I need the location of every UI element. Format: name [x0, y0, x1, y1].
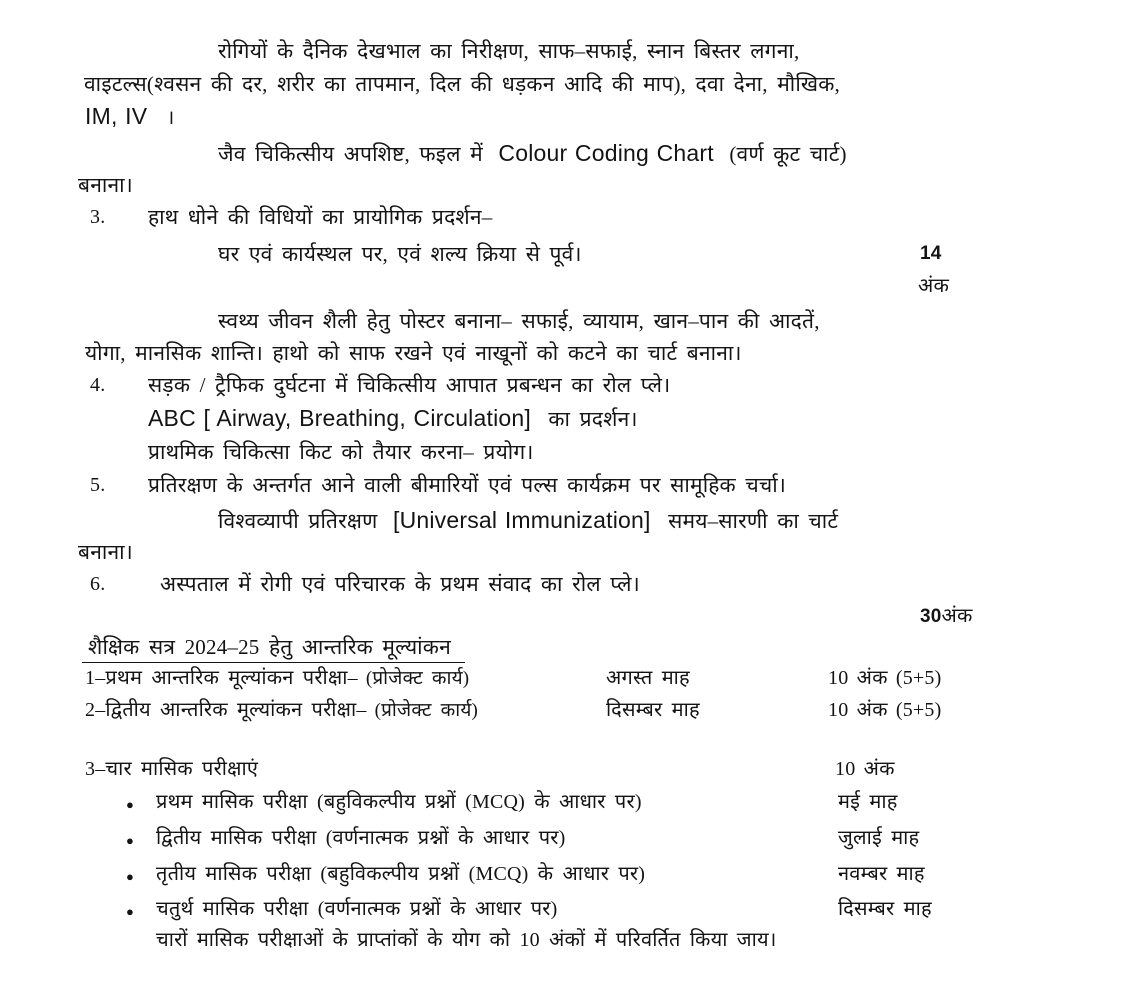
total-marks-unit: अंक — [941, 605, 973, 627]
monthly-exam-1-text: प्रथम मासिक परीक्षा (बहुविकल्पीय प्रश्नों (MCQ) के आधार पर) — [156, 791, 642, 813]
danda-mark: । — [166, 107, 175, 129]
item4-kit-line: प्राथमिक चिकित्सा किट को तैयार करना– प्रयोग। — [148, 440, 534, 464]
internal-row-1-marks: 10 अंक (5+5) — [828, 667, 942, 689]
biowaste-latin: Colour Coding Chart — [498, 140, 714, 166]
biowaste-post: (वर्ण कूट चार्ट) — [729, 142, 847, 166]
internal-row-1-month: अगस्त माह — [606, 667, 690, 689]
bullet-icon: ● — [126, 869, 134, 884]
item3-marks-unit: अंक — [918, 275, 950, 297]
abc-latin: ABC [ Airway, Breathing, Circulation] — [148, 405, 531, 431]
item5-subline — [218, 506, 838, 535]
para-care-line3 — [85, 102, 175, 131]
internal-row-2-marks: 10 अंक (5+5) — [828, 699, 942, 721]
monthly-exam-2-text: द्वितीय मासिक परीक्षा (वर्णनात्मक प्रश्नों के आधार पर) — [156, 827, 566, 849]
item3-text: हाथ धोने की विधियों का प्रायोगिक प्रदर्शन– — [148, 205, 493, 229]
monthly-exam-4-text: चतुर्थ मासिक परीक्षा (वर्णनात्मक प्रश्नों के आधार पर) — [156, 898, 558, 920]
total-marks-value: 30 — [920, 606, 942, 627]
row1-sub-text: (प्रोजेक्ट कार्य) — [365, 668, 470, 689]
internal-row-2-month: दिसम्बर माह — [606, 699, 700, 721]
item5-cont: बनाना। — [78, 540, 133, 564]
monthly-exam-3-text: तृतीय मासिक परीक्षा (बहुविकल्पीय प्रश्नों (MCQ) के आधार पर) — [156, 863, 646, 885]
para-care-line1: रोगियों के दैनिक देखभाल का निरीक्षण, साफ–सफाई, स्नान बिस्तर लगना, — [218, 39, 800, 63]
monthly-exams-heading: 3–चार मासिक परीक्षाएं — [85, 758, 259, 780]
practical-total-marks — [920, 602, 973, 629]
para-biowaste-line1 — [218, 139, 847, 168]
row1-label-text: 1–प्रथम आन्तरिक मूल्यांकन परीक्षा– — [85, 667, 358, 689]
item3-marks-value: 14 — [920, 243, 942, 264]
monthly-exam-3-month: नवम्बर माह — [838, 863, 925, 885]
para-poster-line2: योगा, मानसिक शान्ति। हाथो को साफ रखने एवं नाखूनों को कटने का चार्ट बनाना। — [85, 341, 742, 365]
item4-abc-line — [148, 404, 638, 433]
bullet-icon: ● — [126, 904, 134, 919]
para-biowaste-cont: बनाना। — [78, 173, 133, 197]
item3-subline: घर एवं कार्यस्थल पर, एवं शल्य क्रिया से पूर्व। — [218, 242, 582, 266]
monthly-exams-marks: 10 अंक — [835, 758, 895, 780]
biowaste-pre: जैव चिकित्सीय अपशिष्ट, फइल में — [218, 142, 483, 166]
item3-number: 3. — [90, 206, 106, 228]
heading-text: शैक्षिक सत्र 2024–25 हेतु आन्तरिक मूल्यांकन — [82, 635, 465, 663]
internal-assessment-heading — [82, 634, 465, 660]
item5-text: प्रतिरक्षण के अन्तर्गत आने वाली बीमारियों एवं पल्स कार्यक्रम पर सामूहिक चर्चा। — [148, 473, 786, 497]
monthly-exam-2-month: जुलाई माह — [838, 827, 920, 849]
item6-text: अस्पताल में रोगी एवं परिचारक के प्रथम संवाद का रोल प्ले। — [160, 572, 640, 596]
bullet-icon: ● — [126, 833, 134, 848]
internal-row-1-label — [85, 666, 469, 691]
immunization-pre: विश्वव्यापी प्रतिरक्षण — [218, 509, 378, 533]
item5-number: 5. — [90, 474, 106, 496]
bullet-icon: ● — [126, 797, 134, 812]
row2-label-text: 2–द्वितीय आन्तरिक मूल्यांकन परीक्षा– — [85, 699, 367, 721]
monthly-exam-1-month: मई माह — [838, 791, 898, 813]
para-care-line2: वाइटल्स(श्वसन की दर, शरीर का तापमान, दिल की धड़कन आदि की माप), दवा देना, मौखिक, — [84, 72, 840, 96]
row2-sub-text: (प्रोजेक्ट कार्य) — [374, 700, 479, 721]
monthly-exam-4-month: दिसम्बर माह — [838, 898, 932, 920]
im-iv-text: IM, IV — [85, 103, 148, 129]
abc-post: का प्रदर्शन। — [548, 407, 638, 431]
internal-row-2-label — [85, 698, 478, 723]
immunization-post: समय–सारणी का चार्ट — [668, 509, 839, 533]
item6-number: 6. — [90, 573, 106, 595]
para-poster-line1: स्वथ्य जीवन शैली हेतु पोस्टर बनाना– सफाई, व्यायाम, खान–पान की आदतें, — [218, 309, 820, 333]
item4-text: सड़क / ट्रैफिक दुर्घटना में चिकित्सीय आपात प्रबन्धन का रोल प्ले। — [148, 373, 671, 397]
item4-number: 4. — [90, 374, 106, 396]
immunization-latin: [Universal Immunization] — [392, 507, 651, 533]
conversion-note: चारों मासिक परीक्षाओं के प्राप्तांकों के योग को 10 अंकों में परिवर्तित किया जाय। — [156, 929, 777, 951]
